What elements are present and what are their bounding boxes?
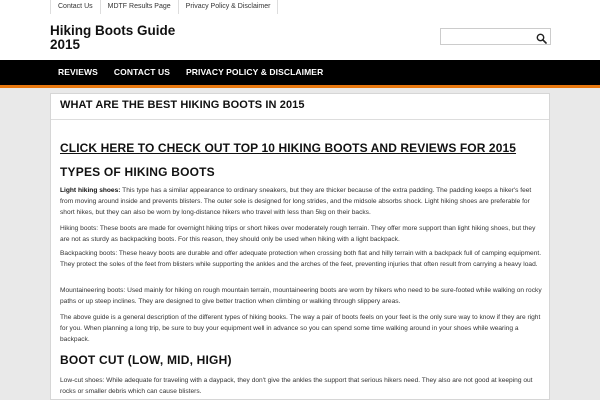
top-bar — [0, 0, 600, 14]
paragraph-backpacking-boots: Backpacking boots: These heavy boots are durable and offer adequate protection when crossing both flat and hilly terrain with a backpack full of camping equipment. They protect the soles of the feet from blisters while supporting the ankles and the arches of the feet, preventing injuries that often result from carrying a heavy load. — [60, 250, 542, 268]
title-divider — [51, 119, 550, 120]
section-heading-boot-cut: BOOT CUT (LOW, MID, HIGH) — [60, 353, 232, 367]
light-hiking-label: Light hiking shoes: — [60, 187, 121, 194]
accent-bar — [0, 85, 600, 88]
topnav-privacy-policy[interactable]: Privacy Policy & Disclaimer — [179, 0, 279, 14]
search-box — [440, 28, 551, 45]
site-title[interactable]: Hiking Boots Guide 2015 — [50, 23, 176, 52]
nav-contact-us[interactable]: CONTACT US — [113, 67, 170, 77]
post-title: WHAT ARE THE BEST HIKING BOOTS IN 2015 — [60, 99, 305, 111]
paragraph-light-hiking — [60, 185, 544, 218]
nav-reviews[interactable]: REVIEWS — [58, 67, 98, 77]
light-hiking-text: This type has a similar appearance to ordinary sneakers, but they are thicker because of the extra padding. The padding keeps a hiker's feet from moving around inside and prevents blisters. The outer sole is designed for long strides, and the midsole absorbs shock. Light hiking shoes are preferable for short hikes, but they can also be worn by long-distance hikers who travel with less than 5kg on their backs. — [60, 187, 532, 216]
article-content — [50, 93, 550, 400]
topnav-mdtf-results[interactable]: MDTF Results Page — [101, 0, 179, 14]
search-input[interactable] — [441, 29, 533, 44]
nav-privacy-policy[interactable]: PRIVACY POLICY & DISCLAIMER — [186, 67, 324, 77]
section-heading-types: TYPES OF HIKING BOOTS — [60, 165, 215, 179]
top-nav — [50, 0, 278, 14]
main-nav — [0, 60, 600, 85]
topnav-contact-us[interactable]: Contact Us — [51, 0, 101, 14]
site-header — [0, 14, 600, 60]
paragraph-hiking-boots: Hiking boots: These boots are made for overnight hiking trips or short hikes over moderately rough terrain. They offer more support than light hiking shoes, but they are not as sturdy as backpacking boots. For this reason, they should only be used when hiking with a light backpack. — [60, 225, 536, 243]
paragraph-low-cut: Low-cut shoes: While adequate for traveling with a daypack, they don't give the ankles the support that serious hikers need. They also are not good at keeping out rocks or smaller debris which can cause blisters. — [60, 377, 533, 395]
search-icon[interactable] — [536, 31, 547, 42]
top10-link[interactable]: CLICK HERE TO CHECK OUT TOP 10 HIKING BOOTS AND REVIEWS FOR 2015 — [60, 141, 517, 155]
paragraph-mountaineering-boots: Mountaineering boots: Used mainly for hiking on rough mountain terrain, mountaineering boots are worn by hikers who need to be sure-footed while walking on rocky paths or up steep inclines. They are designed to give better traction when climbing or walking through slippery areas. — [60, 287, 542, 305]
paragraph-guide: The above guide is a general description of the different types of hiking books. The way a pair of boots feels on your feet is the only sure way to know if they are right for you. When planning a long trip, be sure to buy your equipment well in advance so you can spend some time walking around in your shoes while wearing a backpack. — [60, 314, 541, 343]
